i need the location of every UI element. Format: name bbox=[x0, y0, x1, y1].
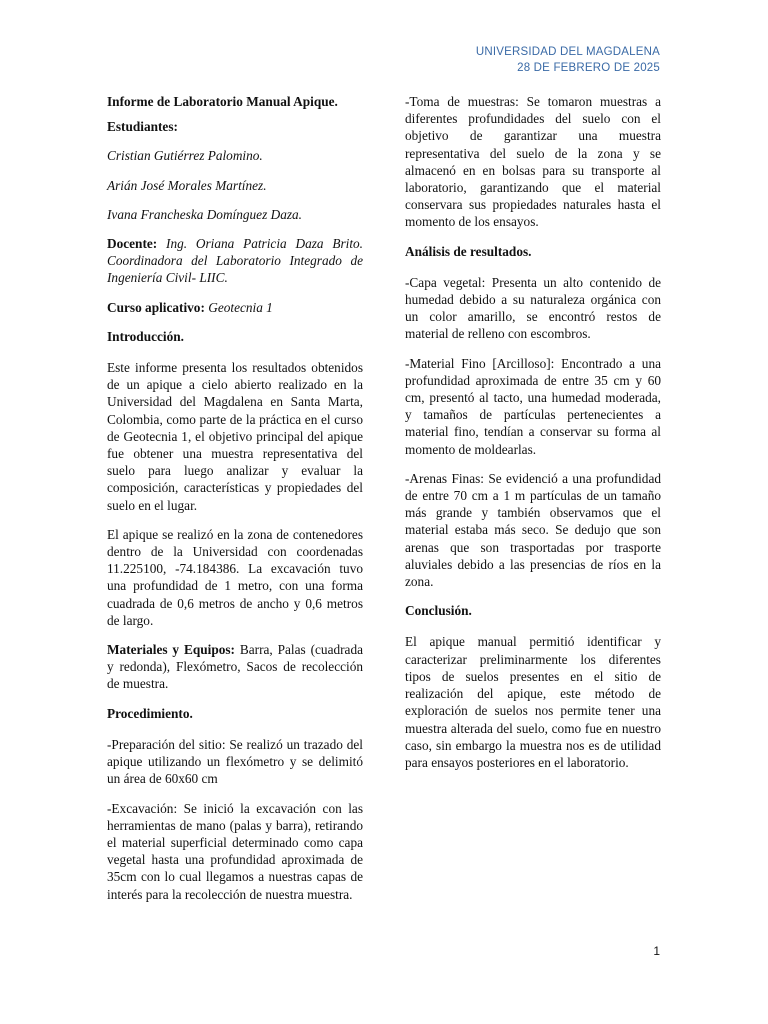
student-name: Cristian Gutiérrez Palomino. bbox=[107, 148, 263, 164]
procedure-heading: Procedimiento. bbox=[107, 705, 193, 721]
teacher-name: Ing. Oriana Patricia Daza Brito. Coordinadora del Laboratorio Integrado de Ingeniería Civil- LIIC. bbox=[107, 236, 364, 286]
conclusion-paragraph: El apique manual permitió identificar y caracterizar preliminarmente los diferentes tipos de suelos presentes en el sitio de realización del apique, este método de exploración de suelos nos permite tener una muestra alterada del suelo, como fue en nuestro caso, sin embargo la muestra nos es de utilidad para ensayos posteriores en el laboratorio. bbox=[405, 634, 661, 770]
university-name: UNIVERSIDAD DEL MAGDALENA bbox=[475, 46, 660, 58]
page-number: 1 bbox=[653, 944, 660, 958]
conclusion-heading: Conclusión. bbox=[405, 603, 472, 619]
procedure-paragraph: -Excavación: Se inició la excavación con las herramientas de mano (palas y barra), retirando el material superficial determinado como capa vegetal hasta una profundidad aproximada de 35cm con lo cual llegamos a nuestras capas de interés para la recolección de nuestra muestra. bbox=[107, 800, 363, 902]
analysis-heading: Análisis de resultados. bbox=[405, 243, 532, 259]
document-header bbox=[476, 44, 660, 76]
teacher-line bbox=[107, 235, 363, 287]
student-name: Arián José Morales Martínez. bbox=[107, 177, 267, 193]
course-name: Geotecnia 1 bbox=[208, 299, 273, 315]
analysis-paragraph: -Arenas Finas: Se evidenció a una profundidad de entre 70 cm a 1 m partículas de un tamaño más grande y también observamos que el material estaba más seco. Se dedujo que son arenas que son trasportadas por trasporte aluviales debido a las presencias de ríos en la zona. bbox=[405, 470, 661, 590]
procedure-paragraph: -Toma de muestras: Se tomaron muestras a diferentes profundidades del suelo con el objetivo de garantizar una muestra representativa del suelo de la zona y se almacenó en en bolsas para su transporte al laboratorio, garantizando que el material conservara sus propiedades naturales hasta el momento de los ensayos. bbox=[405, 94, 661, 230]
intro-heading: Introducción. bbox=[107, 328, 184, 344]
analysis-paragraph: -Capa vegetal: Presenta un alto contenido de humedad debido a su naturaleza orgánica con un color amarillo, se encontró restos de material de relleno con escombros. bbox=[405, 274, 661, 342]
report-date: 28 DE FEBRERO DE 2025 bbox=[517, 62, 660, 74]
teacher-label: Docente: bbox=[107, 236, 158, 252]
materials-list: Barra, Palas (cuadrada y redonda), Flexómetro, Sacos de recolección de muestra. bbox=[107, 642, 364, 692]
intro-paragraph: Este informe presenta los resultados obtenidos de un apique a cielo abierto realizado en la Universidad del Magdalena en Santa Marta, Colombia, como parte de la práctica en el curso de Geotecnia 1, el objetivo principal del apique fue obtener una muestra representativa del suelo para luego analizar y evaluar la composición, características y propiedades del suelo en el lugar. bbox=[107, 360, 363, 513]
intro-paragraph: El apique se realizó en la zona de contenedores dentro de la Universidad con coordenadas 11.225100, -74.184386. La excavación tuvo una profundidad de 1 metro, con una forma cuadrada de 0,6 metros de ancho y 0,6 metros de largo. bbox=[107, 526, 363, 628]
left-column bbox=[107, 93, 363, 915]
procedure-paragraph: -Preparación del sitio: Se realizó un trazado del apique utilizando un flexómetro y se delimitó un área de 60x60 cm bbox=[107, 736, 363, 787]
course-line bbox=[107, 299, 363, 316]
student-name: Ivana Francheska Domínguez Daza. bbox=[107, 206, 302, 222]
students-label: Estudiantes: bbox=[107, 119, 178, 135]
right-column bbox=[405, 93, 661, 783]
course-label: Curso aplicativo: bbox=[107, 299, 205, 315]
report-title: Informe de Laboratorio Manual Apique. bbox=[107, 94, 338, 109]
materials-line bbox=[107, 641, 363, 693]
materials-label: Materiales y Equipos: bbox=[107, 642, 235, 658]
analysis-paragraph: -Material Fino [Arcilloso]: Encontrado a una profundidad aproximada de entre 35 cm y 60 cm, presentó al tacto, una humedad moderada, y tamaños de partículas pertenecientes a material fino, tendían a conservar su forma al momento de moldearlas. bbox=[405, 355, 661, 457]
